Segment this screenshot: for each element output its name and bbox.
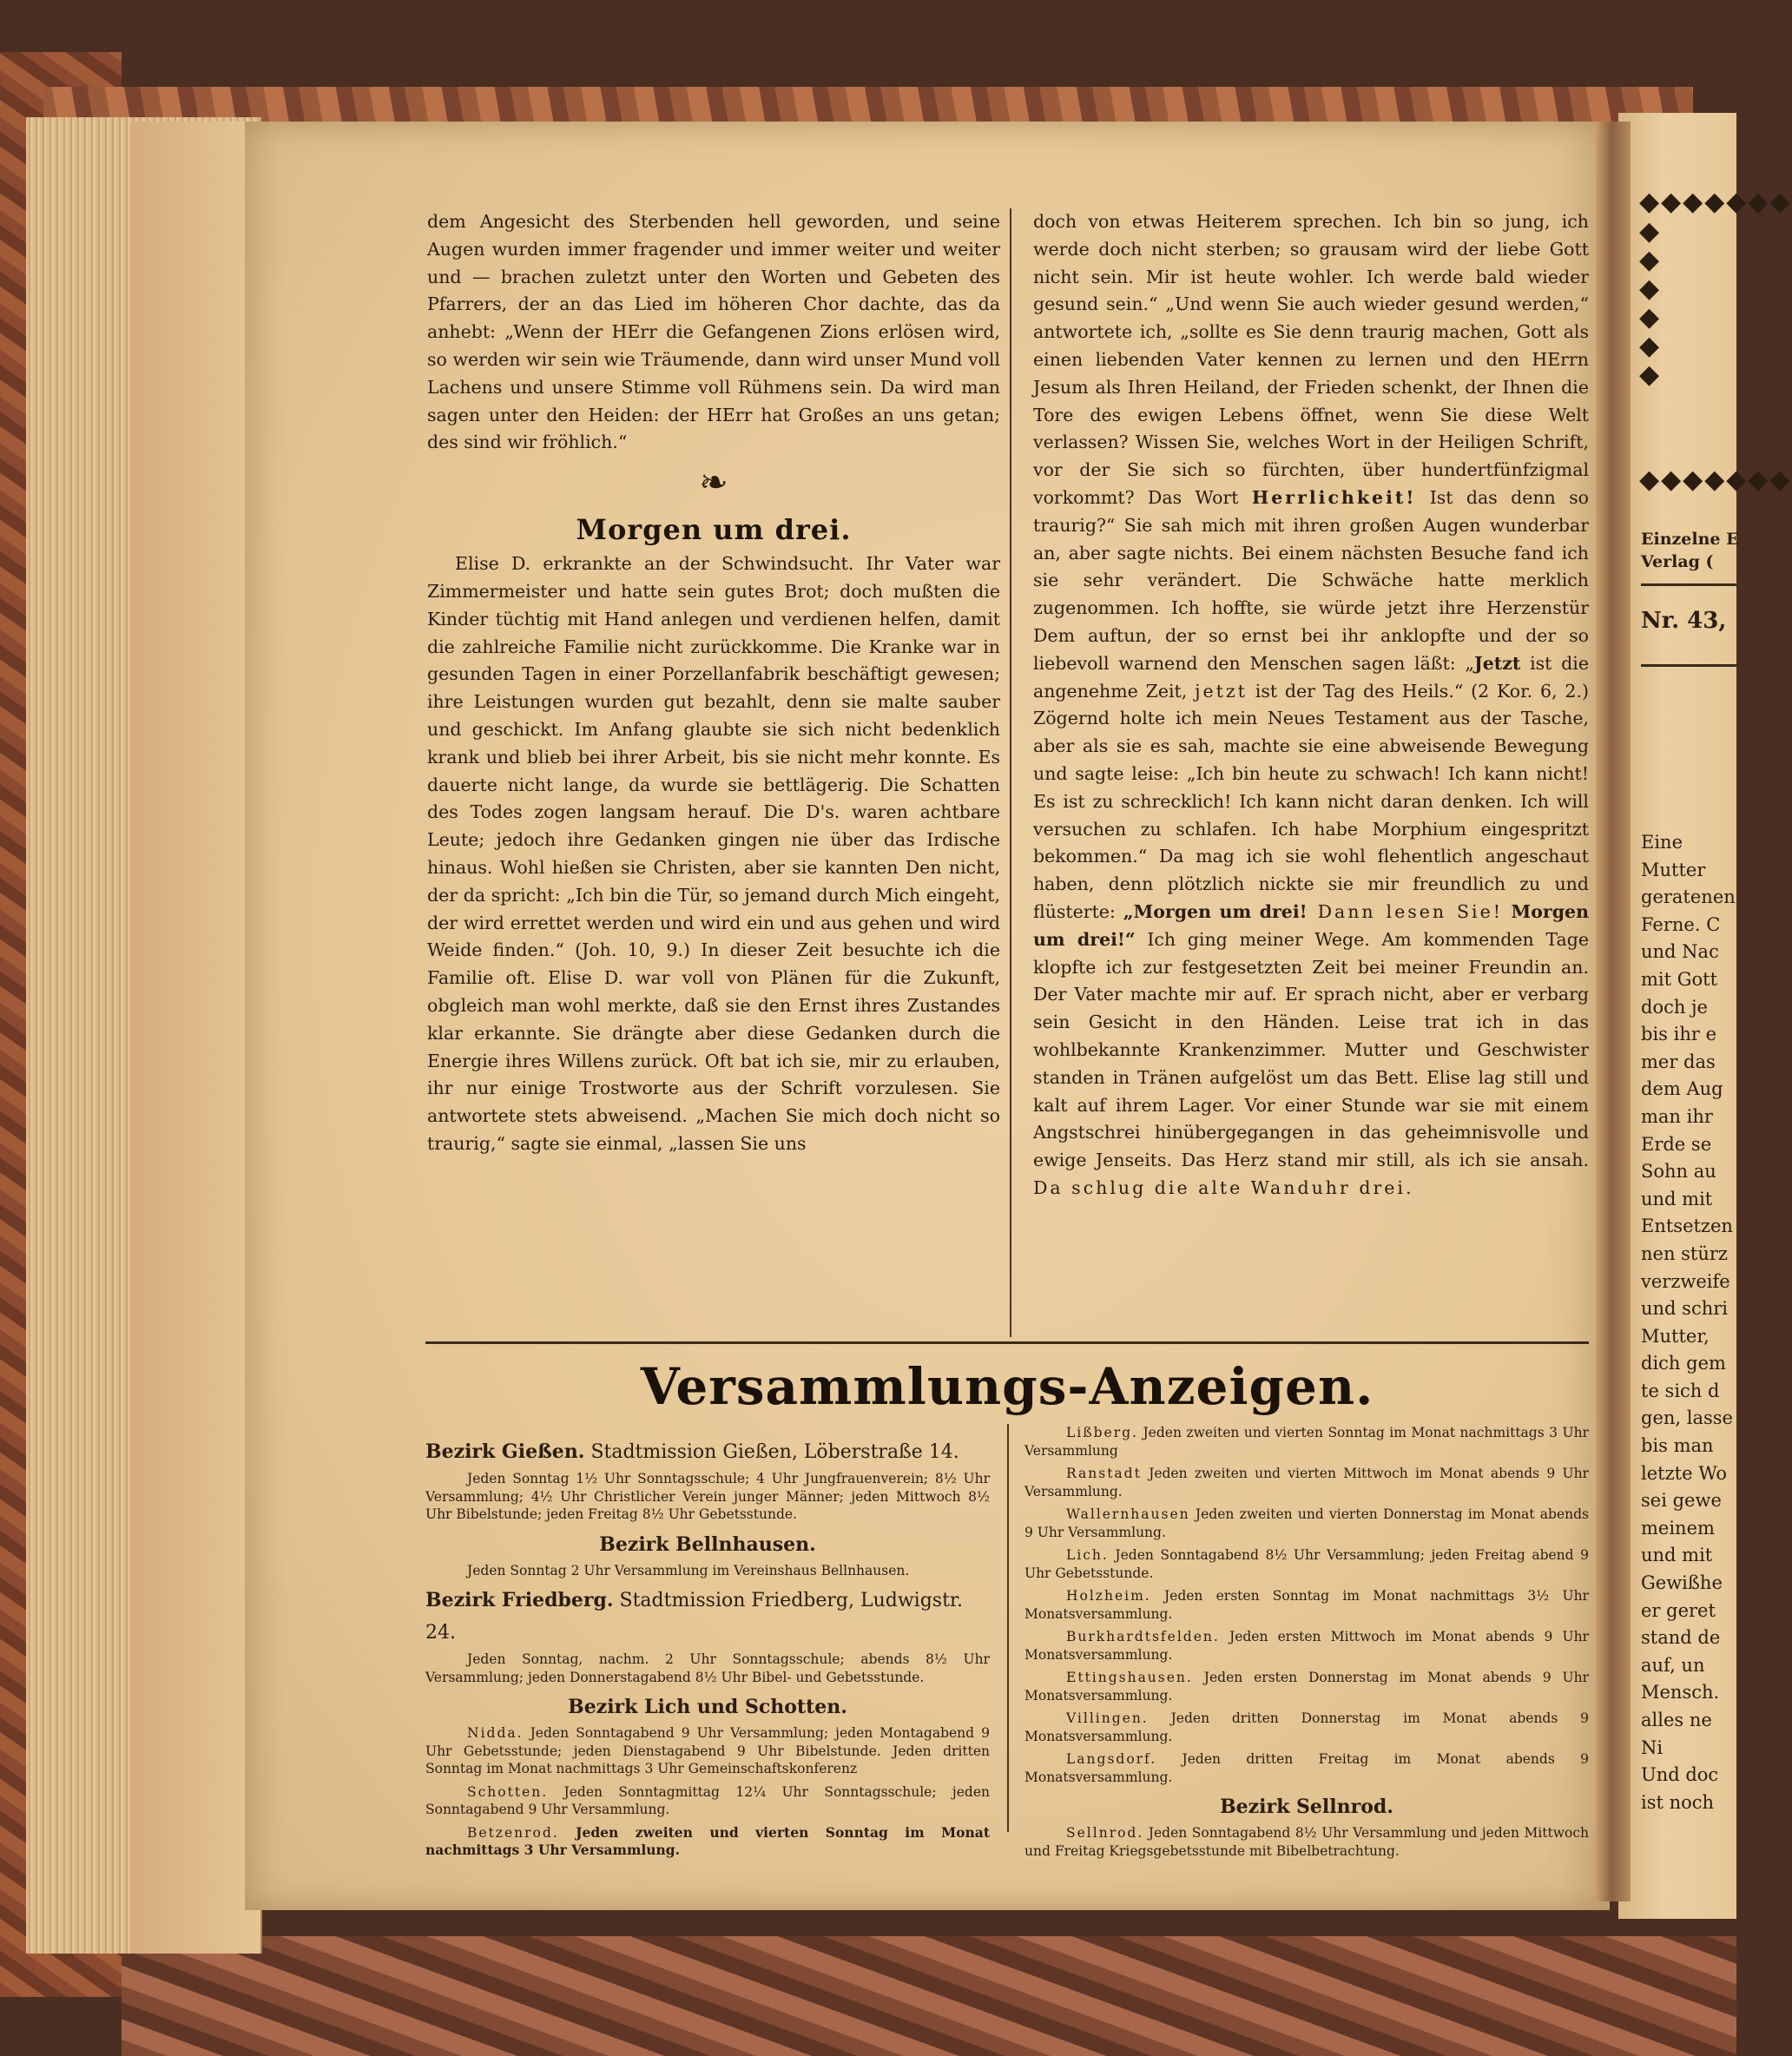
fragment-line: Mutter [1641,859,1706,880]
fragment-line: doch je [1641,996,1708,1018]
entry-sellnrod [1024,1824,1589,1860]
district-lich-heading: Bezirk Lich und Schotten. [568,1696,847,1718]
fragment-line: auf, un [1641,1654,1705,1676]
right-page-text-fragment [1641,829,1736,1816]
entry-text: Jeden zweiten und vierten Sonntag im Monat nachmittags 3 Uhr Versammlung [1024,1425,1589,1459]
place-name: Burkhardtsfelden. [1066,1629,1220,1644]
district-giessen-heading [425,1436,990,1468]
entry-nidda [425,1724,990,1778]
section-rule [425,1341,1589,1344]
fragment-line: Mensch. [1641,1682,1720,1703]
article-column-left [427,208,1000,1158]
right-page-masthead-line1: Einzelne E [1641,530,1739,549]
emphasis-herrlichkeit: Herrlichkeit! [1251,486,1417,508]
district-address: Stadtmission Friedberg, Ludwigstr. 24. [425,1590,964,1644]
story-title: Morgen um drei. [576,513,852,547]
announcements-left-column [425,1433,990,1865]
text-run: Ich ging meiner Wege. Am kommenden Tage klopfte ich zur festgesetzten Zeit bei meiner Freundin an. Der Vater machte mir auf. Er sprach nicht, aber er verbarg sein Gesicht in den Händen. Leise trat ich in das wohlbekannte Krankenzimmer. Mutter und Geschwister standen in Tränen aufgelöst um das Bett. Elise lag still und kalt auf ihrem Lager. Vor einer Stunde war sie mit einem Angstschrei hinübergegangen in das geheimnisvolle und ewige Jenseits. Das Herz stand mir still, als ich sie ansah. [1033,928,1589,1171]
right-page-issue-number: Nr. 43, [1641,608,1727,634]
fragment-line: er geret [1641,1599,1716,1621]
fragment-line: und mit [1641,1188,1713,1209]
fragment-line: Eine [1641,832,1683,853]
place-name: Holzheim. [1066,1588,1151,1604]
right-page-rule [1641,583,1736,586]
fragment-line: mit Gott [1641,968,1718,990]
fleuron-ornament-icon: ❧ [699,463,728,504]
entry-burkhardsfelden [1024,1628,1589,1664]
fragment-line: letzte Wo [1641,1462,1727,1484]
district-giessen-text: Jeden Sonntag 1½ Uhr Sonntagsschule; 4 Uhr Jungfrauenverein; 8½ Uhr Versammlung; 4½ Uhr Christlicher Verein junger Männer; jeden Mittwoch 8½ Uhr Bibelstunde; jeden Freitag 8½ Uhr Gebetsstunde. [425,1471,990,1522]
fragment-line: und Nac [1641,941,1719,963]
text-run: doch von etwas Heiterem sprechen. Ich bin so jung, ich werde doch nicht sterben; so grausam wird der liebe Gott nicht sein. Mir ist heute wohler. Ich werde bald wieder gesund sein.“ „Und wenn Sie auch wieder gesund werden,“ antwortete ich, „sollte es Sie denn traurig machen, Gott als einen liebenden Vater kennen zu lernen und den HErrn Jesum als Ihren Heiland, der Frieden schenkt, der Ihnen die Tore des ewigen Lebens öffnet, wenn Sie diese Welt verlassen? Wissen Sie, welches Wort in der Heiligen Schrift, vor der Sie sich so fürchten, über hundertfünfzigmal vorkommt? Das Wort [1033,211,1589,508]
fragment-line: te sich d [1641,1380,1720,1401]
fragment-line: ist noch [1641,1791,1715,1813]
announcements-right-column [1024,1424,1589,1865]
entry-text: Jeden Sonntagabend 8½ Uhr Versammlung und jeden Mittwoch und Freitag Kriegsgebetsstunde mit Bibelbetrachtung. [1024,1825,1589,1859]
entry-text: Jeden Sonntagabend 9 Uhr Versammlung; jeden Montagabend 9 Uhr Gebetsstunde; jeden Dienstagabend 9 Uhr Bibelstunde. Jeden dritten Sonntag im Monat nachmittags 3 Uhr Gemeinschaftskonferenz [425,1725,990,1776]
entry-ettingshausen [1024,1669,1589,1704]
quote-morgen-um-drei-2: Morgen um drei!“ [1033,900,1589,950]
diamond-border-top-icon: ◆◆◆◆◆◆◆ [1639,187,1792,217]
fragment-line: alles ne [1641,1710,1712,1730]
entry-lich [1024,1546,1589,1582]
place-name: Ranstadt [1066,1466,1142,1481]
fragment-line: Gewißhe [1641,1572,1723,1594]
entry-schotten [425,1783,990,1819]
entry-betzenrod [425,1824,990,1860]
page-stack-face [130,122,260,1954]
place-name: Lißberg. [1066,1425,1138,1440]
closing-line: Da schlug die alte Wanduhr drei. [1033,1176,1414,1198]
fragment-line: Mutter, [1641,1325,1710,1347]
entry-text: Jeden zweiten und vierten Mittwoch im Monat abends 9 Uhr Versammlung. [1024,1466,1589,1499]
fragment-line: dem Aug [1641,1078,1723,1100]
entry-langsdorf [1024,1750,1589,1786]
entry-text: Jeden dritten Donnerstag im Monat abends 9 Monatsversammlung. [1024,1710,1589,1744]
district-name: Bezirk Gießen. [425,1440,585,1463]
fragment-line: nen stürz [1641,1242,1728,1264]
entry-text: Jeden ersten Donnerstag im Monat abends 9 Uhr Monatsversammlung. [1024,1670,1589,1703]
place-name: Langsdorf. [1066,1751,1157,1767]
fragment-line: Entsetzen [1641,1216,1733,1237]
announcements-headline: Versammlungs-Anzeigen. [640,1357,1374,1416]
entry-wallernhausen [1024,1506,1589,1541]
place-name: Wallernhausen [1066,1506,1190,1522]
fragment-line: bis man [1641,1435,1714,1457]
fragment-line: man ihr [1641,1105,1713,1127]
fragment-line: verzweife [1641,1270,1730,1292]
district-address: Stadtmission Gießen, Löberstraße 14. [584,1441,959,1463]
right-page-rule [1641,664,1736,667]
text-run: Ist das denn so traurig?“ Sie sah mich mit ihren großen Augen wunderbar an, aber sagte nichts. Bei einem nächsten Besuche fand ich sie sehr verändert. Die Schwäche hatte merklich zugenommen. Ich hoffte, sie würde jetzt ihre Herzenstür Dem auftun, der so ernst bei ihr anklopfte und der so liebevoll warnend den Menschen sagen läßt: „ [1033,486,1589,674]
place-name: Schotten. [467,1783,549,1800]
entry-text: Jeden dritten Freitag im Monat abends 9 Monatsversammlung. [1024,1751,1589,1785]
district-name: Bezirk Friedberg. [425,1589,614,1611]
district-bellnhausen-text: Jeden Sonntag 2 Uhr Versammlung im Vereinshaus Bellnhausen. [467,1562,910,1578]
fragment-line: und schri [1641,1298,1728,1320]
fragment-line: Ni [1641,1736,1664,1758]
fragment-line: Und doc [1641,1764,1719,1786]
fragment-line: geratenen [1641,886,1736,908]
place-name: Ettingshausen. [1066,1670,1193,1685]
quote-dann-lesen: Dann lesen Sie! [1307,900,1503,922]
fragment-line: meinem [1641,1517,1715,1539]
place-name: Nidda. [467,1725,524,1741]
entry-text: Jeden Sonntagabend 8½ Uhr Versammlung; jeden Freitag abend 9 Uhr Gebetsstunde. [1024,1547,1589,1581]
emphasis-jetzt-spaced: jetzt [1195,680,1248,702]
entry-text: Jeden zweiten und vierten Donnerstag im Monat abends 9 Uhr Versammlung. [1024,1506,1589,1540]
entry-holzheim [1024,1587,1589,1623]
district-friedberg-heading [425,1585,990,1649]
text-run: ist die angenehme Zeit, [1033,652,1589,702]
entry-lissberg [1024,1424,1589,1460]
entry-text: Jeden ersten Sonntag im Monat nachmittags 3½ Uhr Monatsversammlung. [1024,1588,1589,1622]
fragment-line: Ferne. C [1641,913,1721,935]
district-sellnrod-heading: Bezirk Sellnrod. [1220,1796,1393,1818]
entry-text: Jeden zweiten und vierten Sonntag im Monat nachmittags 3 Uhr Versammlung. [425,1823,990,1858]
fragment-line: mer das [1641,1051,1716,1072]
place-name: Villingen. [1066,1710,1149,1726]
diamond-border-side-icon: ◆ ◆ ◆ ◆ ◆ ◆ [1639,216,1660,390]
article-column-right [1033,208,1589,1203]
quote-morgen-um-drei: „Morgen um drei! [1123,900,1308,922]
fragment-line: sei gewe [1641,1490,1722,1512]
book-gutter [1596,122,1631,1901]
fragment-line: dich gem [1641,1353,1726,1374]
district-friedberg-text: Jeden Sonntag, nachm. 2 Uhr Sonntagsschule; abends 8½ Uhr Versammlung; jeden Donnerstagabend 8½ Uhr Bibel- und Gebetsstunde. [425,1651,990,1685]
story-paragraph: Elise D. erkrankte an der Schwindsucht. Ihr Vater war Zimmermeister und hatte sein gutes Brot; doch mußten die Kinder tüchtig mit Hand anlegen und verdienen helfen, damit die zahlreiche Familie nicht zurückkomme. Die Kranke war in gesunden Tagen in einer Porzellanfabrik beschäftigt gewesen; ihre Leistungen wurden gut bezahlt, denn sie malte sauber und geschickt. Im Anfang glaubte sie sich nicht bedenklich krank und blieb bei ihrer Arbeit, bis sie nicht mehr konnte. Es dauerte nicht lange, da wurde sie bettlägerig. Die Schatten des Todes zogen langsam herauf. Die D's. waren achtbare Leute; jedoch ihre Gedanken gingen nie über das Irdische hinaus. Wohl hießen sie Christen, aber sie kannten Den nicht, der da spricht: „Ich bin die Tür, so jemand durch Mich eingeht, der wird errettet werden und wird ein und aus gehen und wird Weide finden.“ (Joh. 10, 9.) In dieser Zeit besuchte ich die Familie oft. Elise D. war voll von Plänen für die Zukunft, obgleich man wohl merkte, daß sie den Ernst ihres Zustandes klar erkannte. Sie drängte aber diese Gedanken durch die Energie ihres Willens zurück. Oft bat ich sie, mir zu erlauben, ihr nur einige Trostworte aus der Schrift vorzulesen. Sie antwortete stets abweisend. „Machen Sie mich doch nicht so traurig,“ sagte sie einmal, „lassen Sie uns [427,553,1000,1154]
diamond-border-bottom-icon: ◆◆◆◆◆◆◆ [1639,465,1792,495]
entry-text: Jeden Sonntagmittag 12¼ Uhr Sonntagsschule; jeden Sonntagabend 9 Uhr Versammlung. [425,1783,990,1817]
district-bellnhausen-heading: Bezirk Bellnhausen. [599,1532,816,1556]
fragment-line: gen, lasse [1641,1407,1733,1429]
column-divider [1010,208,1011,1337]
paragraph-continuation: dem Angesicht des Sterbenden hell geworden, und seine Augen wurden immer fragender und immer weiter und weiter und — brachen zuletzt unter den Worten und Gebeten des Pfarrers, der an das Lied im höheren Chor dachte, das da anhebt: „Wenn der HErr die Gefangenen Zions erlösen wird, so werden wir sein wie Träumende, dann wird unser Mund voll Lachens und unsere Stimme voll Rühmens sein. Da wird man sagen unter den Heiden: der HErr hat Großes an uns getan; des sind wir fröhlich.“ [427,211,1000,453]
emphasis-jetzt: Jetzt [1474,652,1521,674]
fragment-line: Sohn au [1641,1161,1716,1183]
announcements-divider [1007,1424,1009,1832]
place-name: Sellnrod. [1066,1825,1144,1841]
place-name: Lich. [1066,1547,1109,1563]
fragment-line: Erde se [1641,1133,1712,1155]
right-page-masthead-line2: Verlag ( [1641,552,1714,571]
fragment-line: und mit [1641,1545,1713,1566]
entry-text: Jeden ersten Mittwoch im Monat abends 9 Uhr Monatsversammlung. [1024,1629,1589,1663]
entry-villingen [1024,1710,1589,1745]
place-name: Betzenrod. [467,1824,559,1841]
fragment-line: stand de [1641,1627,1721,1649]
book-cover-bottom [122,1936,1736,2056]
story-paragraph-continued [1033,208,1589,1203]
fragment-line: bis ihr e [1641,1024,1716,1045]
text-run: ist der Tag des Heils.“ (2 Kor. 6, 2.) Zögernd holte ich mein Neues Testament aus der Tasche, aber als sie es sah, machte sie eine abweisende Bewegung und sagte leise: „Ich bin heute zu schwach! Ich kann nicht! Es ist zu schrecklich! Ich kann nicht daran denken. Ich will versuchen zu schlafen. Ich habe Morphium eingespritzt bekommen.“ Da mag ich sie wohl flehentlich angeschaut haben, denn plötzlich nickte sie mir freundlich zu und flüsterte: [1033,680,1589,922]
entry-ranstadt [1024,1465,1589,1500]
